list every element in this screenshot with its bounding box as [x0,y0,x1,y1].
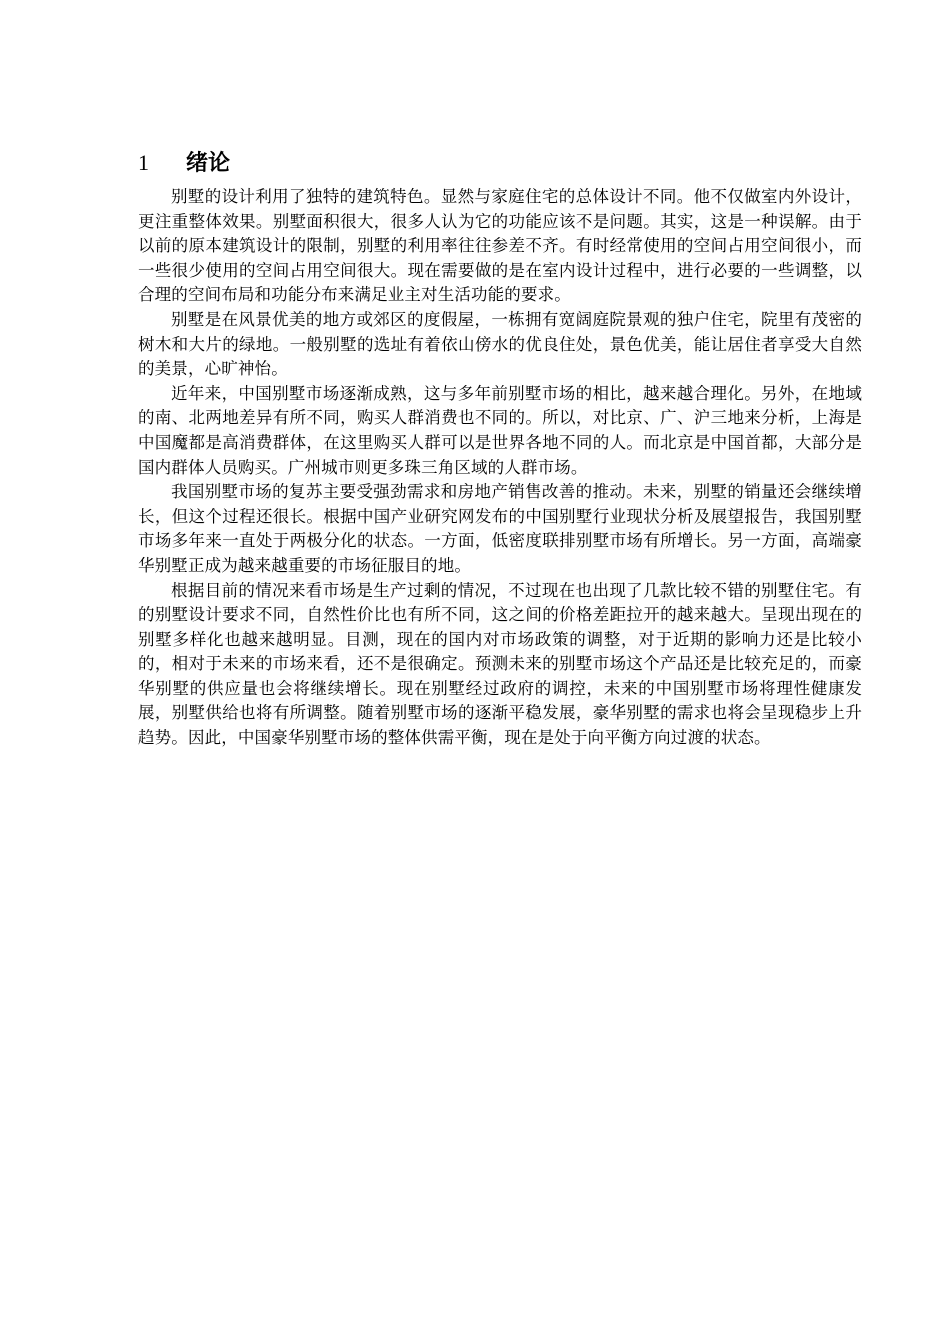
section-number: 1 [138,150,149,175]
paragraph-5: 根据目前的情况来看市场是生产过剩的情况，不过现在也出现了几款比较不错的别墅住宅。有的别墅设计要求不同，自然性价比也有所不同，这之间的价格差距拉开的越来越大。呈现出现在的别墅多样化也越来越明显。目测，现在的国内对市场政策的调整，对于近期的影响力还是比较小的，相对于未来的市场来看，还不是很确定。预测未来的别墅市场这个产品还是比较充足的，而豪华别墅的供应量也会将继续增长。现在别墅经过政府的调控，未来的中国别墅市场将理性健康发展，别墅供给也将有所调整。随着别墅市场的逐渐平稳发展，豪华别墅的需求也将会呈现稳步上升趋势。因此，中国豪华别墅市场的整体供需平衡，现在是处于向平衡方向过渡的状态。 [138,580,862,748]
paragraph-3: 近年来，中国别墅市场逐渐成熟，这与多年前别墅市场的相比，越来越合理化。另外，在地域的南、北两地差异有所不同，购买人群消费也不同的。所以，对比京、广、沪三地来分析，上海是中国魔都是高消费群体，在这里购买人群可以是世界各地不同的人。而北京是中国首都，大部分是国内群体人员购买。广州城市则更多珠三角区域的人群市场。 [138,383,862,477]
section-heading [138,146,862,181]
section-title: 绪论 [186,151,231,176]
paragraph-2: 别墅是在风景优美的地方或郊区的度假屋，一栋拥有宽阔庭院景观的独户住宅，院里有茂密的树木和大片的绿地。一般别墅的选址有着依山傍水的优良住处，景色优美，能让居住者享受大自然的美景，心旷神怡。 [138,309,862,379]
paragraph-4: 我国别墅市场的复苏主要受强劲需求和房地产销售改善的推动。未来，别墅的销量还会继续增长，但这个过程还很长。根据中国产业研究网发布的中国别墅行业现状分析及展望报告，我国别墅市场多年来一直处于两极分化的状态。一方面，低密度联排别墅市场有所增长。另一方面，高端豪华别墅正成为越来越重要的市场征服目的地。 [138,482,862,575]
paragraph-1: 别墅的设计利用了独特的建筑特色。显然与家庭住宅的总体设计不同。他不仅做室内外设计，更注重整体效果。别墅面积很大，很多人认为它的功能应该不是问题。其实，这是一种误解。由于以前的原本建筑设计的限制，别墅的利用率往往参差不齐。有时经常使用的空间占用空间很小，而一些很少使用的空间占用空间很大。现在需要做的是在室内设计过程中，进行必要的一些调整，以合理的空间布局和功能分布来满足业主对生活功能的要求。 [138,187,862,305]
document-content [138,146,862,751]
